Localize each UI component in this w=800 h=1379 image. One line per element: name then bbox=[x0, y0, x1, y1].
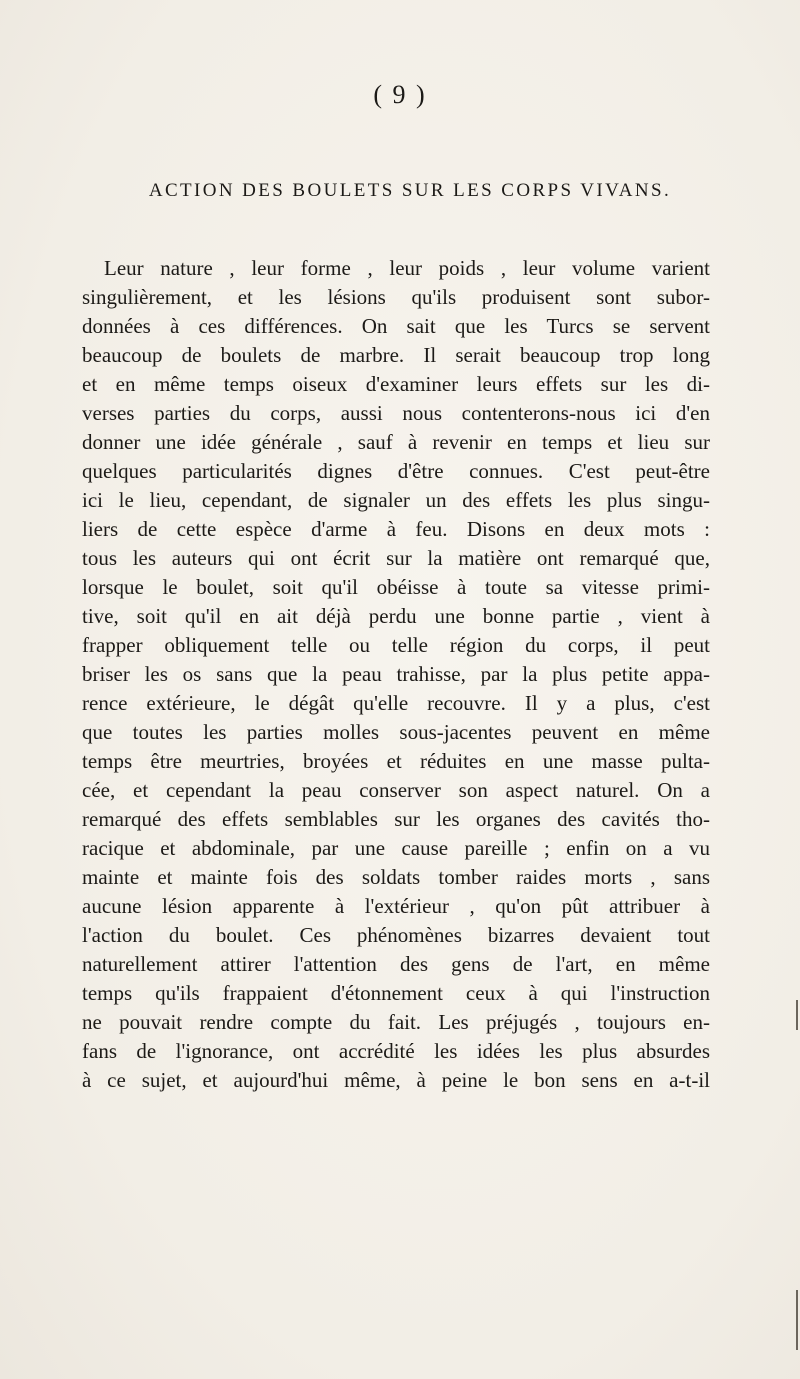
scan-edge-mark bbox=[796, 1000, 798, 1030]
text-line: tive, soit qu'il en ait déjà perdu une bonne partie , vient à bbox=[82, 604, 710, 628]
text-line: l'action du boulet. Ces phénomènes bizarres devaient tout bbox=[82, 923, 710, 947]
text-line: ici le lieu, cependant, de signaler un des effets les plus singu- bbox=[82, 488, 710, 512]
text-line: ne pouvait rendre compte du fait. Les préjugés , toujours en- bbox=[82, 1010, 710, 1034]
text-line: frapper obliquement telle ou telle région du corps, il peut bbox=[82, 633, 710, 657]
text-line: donner une idée générale , sauf à revenir en temps et lieu sur bbox=[82, 430, 710, 454]
text-line: beaucoup de boulets de marbre. Il serait beaucoup trop long bbox=[82, 343, 710, 367]
text-line: liers de cette espèce d'arme à feu. Disons en deux mots : bbox=[82, 517, 710, 541]
text-line: rence extérieure, le dégât qu'elle recouvre. Il y a plus, c'est bbox=[82, 691, 710, 715]
text-line: tous les auteurs qui ont écrit sur la matière ont remarqué que, bbox=[82, 546, 710, 570]
text-line: données à ces différences. On sait que les Turcs se servent bbox=[82, 314, 710, 338]
body-paragraph bbox=[82, 254, 710, 1095]
text-line: aucune lésion apparente à l'extérieur , qu'on pût attribuer à bbox=[82, 894, 710, 918]
text-line: à ce sujet, et aujourd'hui même, à peine le bon sens en a-t-il bbox=[82, 1068, 710, 1092]
text-line: quelques particularités dignes d'être connues. C'est peut-être bbox=[82, 459, 710, 483]
page-number: ( 9 ) bbox=[373, 80, 427, 109]
text-line: briser les os sans que la peau trahisse, par la plus petite appa- bbox=[82, 662, 710, 686]
text-line: lorsque le boulet, soit qu'il obéisse à toute sa vitesse primi- bbox=[82, 575, 710, 599]
text-line: verses parties du corps, aussi nous contenterons-nous ici d'en bbox=[82, 401, 710, 425]
section-heading: ACTION DES BOULETS SUR LES CORPS VIVANS. bbox=[148, 180, 672, 201]
text-line: Leur nature , leur forme , leur poids , leur volume varient bbox=[104, 256, 710, 280]
text-line: que toutes les parties molles sous-jacentes peuvent en même bbox=[82, 720, 710, 744]
text-line: mainte et mainte fois des soldats tomber raides morts , sans bbox=[82, 865, 710, 889]
text-line: cée, et cependant la peau conserver son aspect naturel. On a bbox=[82, 778, 710, 802]
text-line: remarqué des effets semblables sur les organes des cavités tho- bbox=[82, 807, 710, 831]
text-line: fans de l'ignorance, ont accrédité les idées les plus absurdes bbox=[82, 1039, 710, 1063]
text-line: temps être meurtries, broyées et réduites en une masse pulta- bbox=[82, 749, 710, 773]
text-line: singulièrement, et les lésions qu'ils produisent sont subor- bbox=[82, 285, 710, 309]
text-line: racique et abdominale, par une cause pareille ; enfin on a vu bbox=[82, 836, 710, 860]
text-line: temps qu'ils frappaient d'étonnement ceux à qui l'instruction bbox=[82, 981, 710, 1005]
scan-edge-mark bbox=[796, 1290, 798, 1350]
text-line: naturellement attirer l'attention des gens de l'art, en même bbox=[82, 952, 710, 976]
text-line: et en même temps oiseux d'examiner leurs effets sur les di- bbox=[82, 372, 710, 396]
